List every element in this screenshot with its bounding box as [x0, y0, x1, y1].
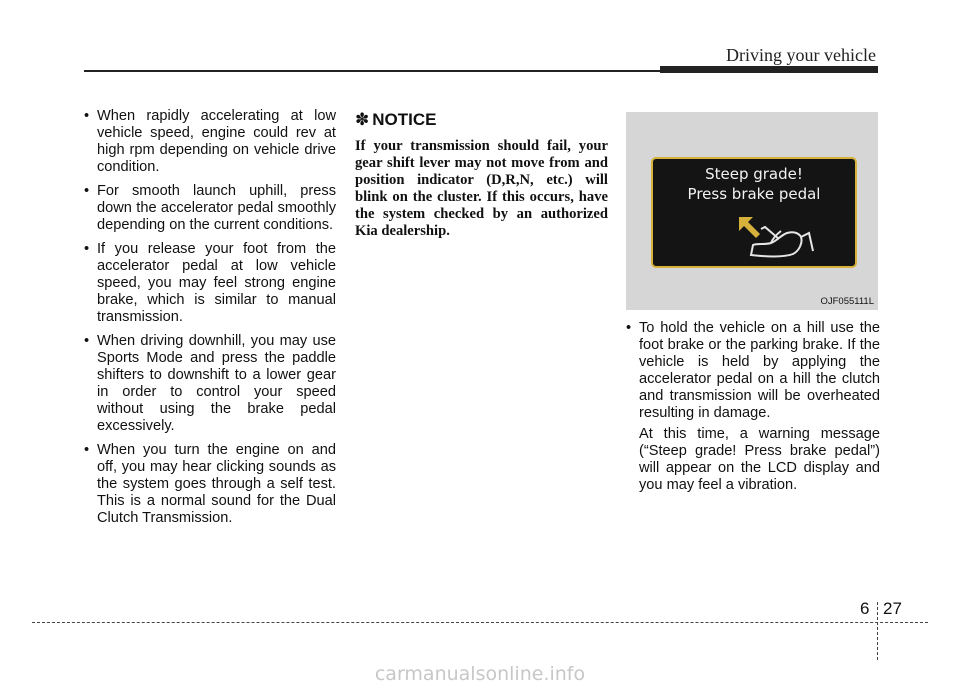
footer-divider	[877, 602, 878, 660]
lcd-message-line1: Steep grade!	[705, 165, 803, 183]
foot-pressing-pedal-icon	[653, 159, 855, 266]
bullet-list	[84, 108, 336, 527]
watermark: carmanualsonline.info	[374, 663, 586, 685]
notice-title: NOTICE	[372, 110, 437, 129]
notice-body: If your transmission should fail, your gear shift lever may not move from and position indicator (D,R,N, etc.) will blink on the cluster. If this occurs, have the system checked by an authorized Kia dealership.	[355, 138, 608, 239]
page-header-title: Driving your vehicle	[726, 45, 876, 65]
continuation-paragraph: At this time, a warning message (“Steep grade! Press brake pedal”) will appear on the LCD display and you may feel a vibration.	[639, 426, 880, 493]
page-number: 27	[883, 599, 902, 618]
figure-caption: OJF055111L	[820, 296, 874, 307]
list-item: • For smooth launch uphill, press down the accelerator pedal smoothly depending on the current conditions.	[84, 183, 336, 234]
header-rule-accent	[660, 66, 878, 73]
lcd-figure	[626, 112, 878, 310]
list-item: • If you release your foot from the accelerator pedal at low vehicle speed, you may feel strong engine brake, which is similar to manual transmission.	[84, 241, 336, 326]
notice-mark-icon: ✽	[355, 110, 370, 129]
notice-heading	[355, 110, 608, 130]
lcd-message-line2: Press brake pedal	[687, 185, 821, 203]
right-column	[626, 108, 880, 494]
lcd-display	[651, 157, 857, 268]
section-number: 6	[860, 599, 870, 618]
left-column	[84, 108, 336, 534]
notice-column	[355, 108, 608, 240]
list-item: • To hold the vehicle on a hill use the foot brake or the parking brake. If the vehicle is held by applying the accelerator pedal on a hill the clutch and transmission will be overheated resulting in damage.	[626, 320, 880, 422]
footer-rule	[32, 622, 928, 623]
bullet-list	[626, 320, 880, 422]
list-item: • When you turn the engine on and off, you may hear clicking sounds as the system goes through a self test. This is a normal sound for the Dual Clutch Transmission.	[84, 442, 336, 527]
list-item: • When rapidly accelerating at low vehicle speed, engine could rev at high rpm depending on vehicle drive condition.	[84, 108, 336, 176]
list-item: • When driving downhill, you may use Sports Mode and press the paddle shifters to downshift to a lower gear in order to control your speed without using the brake pedal excessively.	[84, 333, 336, 435]
